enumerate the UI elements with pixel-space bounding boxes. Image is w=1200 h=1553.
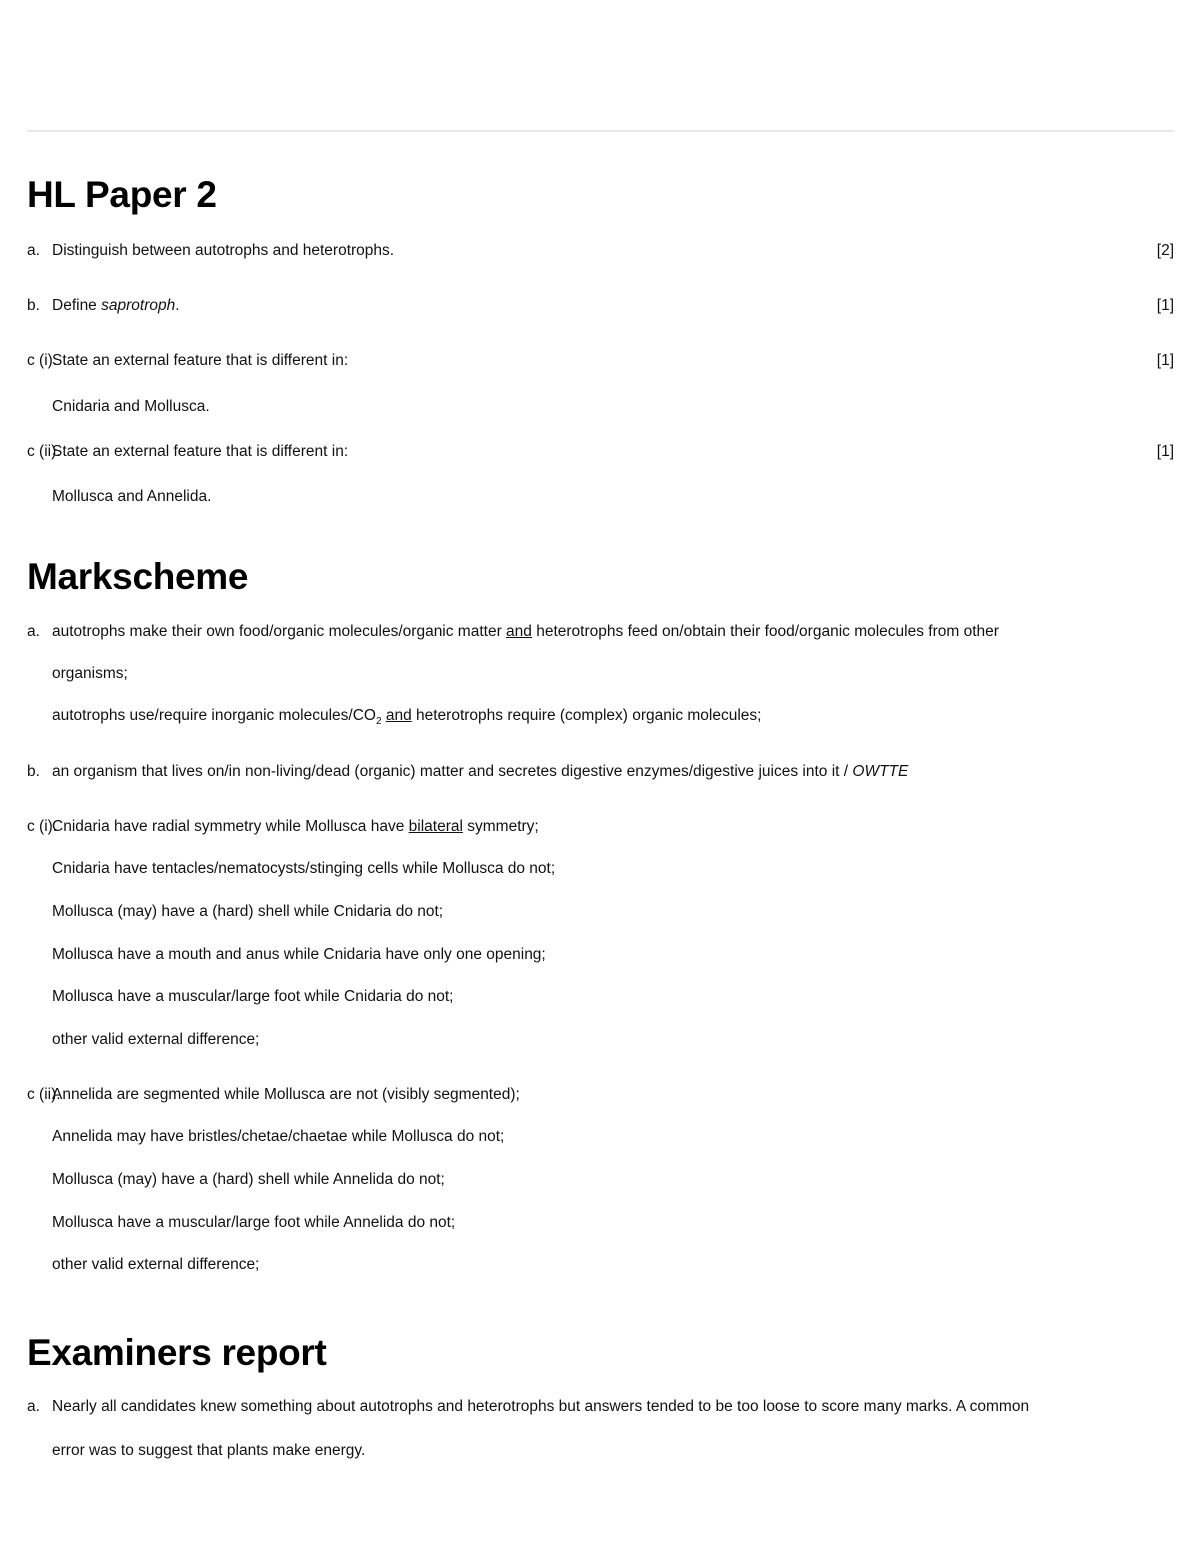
question-marks: [1] (1156, 352, 1174, 369)
question-text-post: . (175, 297, 180, 314)
markscheme-c-ii-line (27, 1126, 1174, 1148)
examiners-report-heading: Examiners report (27, 1332, 327, 1373)
markscheme-c-i-line (27, 944, 1174, 966)
answer-text (52, 761, 908, 783)
question-b (27, 295, 1174, 317)
question-label: c (i). (27, 352, 58, 369)
question-text-pre: Define (52, 297, 102, 314)
question-c-i-sub (27, 396, 1174, 418)
answer-text: Mollusca (may) have a (hard) shell while Annelida do not; (52, 1171, 445, 1188)
answer-emphasis: and (506, 623, 532, 640)
answer-text: other valid external difference; (52, 1256, 260, 1273)
answer-text: Annelida are segmented while Mollusca are not (visibly segmented); (52, 1086, 520, 1103)
question-c-ii (27, 441, 1174, 463)
question-a (27, 240, 1174, 262)
markscheme-a-line (27, 705, 1174, 727)
answer-text-pre: autotrophs make their own food/organic molecules/organic matter (52, 623, 507, 640)
report-label: a. (27, 1398, 40, 1415)
answer-text: Cnidaria have tentacles/nematocysts/stinging cells while Mollusca do not; (52, 860, 556, 877)
answer-text: Mollusca (may) have a (hard) shell while Cnidaria do not; (52, 903, 444, 920)
answer-label: b. (27, 763, 40, 780)
question-c-i (27, 350, 1174, 372)
answer-label: c (i). (27, 818, 58, 835)
answer-text: other valid external difference; (52, 1031, 260, 1048)
answer-label: c (ii). (27, 1086, 61, 1103)
markscheme-b (27, 761, 1174, 783)
examiners-report-a-line (27, 1440, 1174, 1462)
markscheme-c-ii-line (27, 1254, 1174, 1276)
markscheme-a (27, 621, 1174, 643)
question-marks: [2] (1156, 242, 1174, 259)
question-marks: [1] (1156, 443, 1174, 460)
answer-text-post: symmetry; (462, 818, 539, 835)
answer-text: Mollusca have a muscular/large foot while Cnidaria do not; (52, 988, 454, 1005)
answer-label: a. (27, 623, 40, 640)
markscheme-c-ii-line (27, 1169, 1174, 1191)
answer-text: Mollusca have a muscular/large foot while Annelida do not; (52, 1214, 456, 1231)
markscheme-c-ii-line (27, 1212, 1174, 1234)
markscheme-a-line (27, 663, 1174, 685)
examiners-report-a (27, 1396, 1174, 1418)
answer-emphasis: bilateral (408, 818, 463, 835)
markscheme-c-i-line (27, 901, 1174, 923)
markscheme-c-i-line (27, 986, 1174, 1008)
markscheme-c-i-line (27, 1029, 1174, 1051)
question-label: c (ii). (27, 443, 61, 460)
question-marks: [1] (1156, 297, 1174, 314)
answer-text (52, 816, 539, 838)
markscheme-heading: Markscheme (27, 556, 249, 597)
answer-owtte: OWTTE (852, 763, 909, 780)
answer-text-post: heterotrophs feed on/obtain their food/organic molecules from other (531, 623, 999, 640)
markscheme-c-i (27, 816, 1174, 838)
question-c-ii-sub (27, 486, 1174, 508)
question-subtext: Cnidaria and Mollusca. (52, 398, 210, 415)
report-text: error was to suggest that plants make energy. (52, 1442, 366, 1459)
question-text: Distinguish between autotrophs and heterotrophs. (52, 242, 395, 259)
answer-text-pre: Cnidaria have radial symmetry while Mollusca have (52, 818, 409, 835)
question-text: State an external feature that is different in: (52, 443, 349, 460)
question-text: State an external feature that is different in: (52, 352, 349, 369)
question-label: b. (27, 297, 40, 314)
answer-text (52, 705, 761, 727)
answer-text-pre: an organism that lives on/in non-living/dead (organic) matter and secretes digestive enzymes/digestive juices into it / (52, 763, 853, 780)
page-title: HL Paper 2 (27, 174, 217, 215)
subscript: 2 (375, 716, 382, 728)
markscheme-c-i-line (27, 858, 1174, 880)
question-text (52, 295, 180, 317)
answer-text-pre: autotrophs use/require inorganic molecules/CO (52, 707, 376, 724)
answer-emphasis: and (385, 707, 412, 724)
answer-text: Mollusca have a mouth and anus while Cnidaria have only one opening; (52, 946, 546, 963)
header-divider (27, 130, 1174, 132)
question-term: saprotroph (101, 297, 176, 314)
answer-text: Annelida may have bristles/chetae/chaetae while Mollusca do not; (52, 1128, 505, 1145)
answer-text: organisms; (52, 665, 128, 682)
question-subtext: Mollusca and Annelida. (52, 488, 212, 505)
markscheme-c-ii (27, 1084, 1174, 1106)
report-text: Nearly all candidates knew something about autotrophs and heterotrophs but answers tended to be too loose to score many marks. A common (52, 1398, 1030, 1415)
answer-text (52, 621, 999, 643)
answer-text-post: heterotrophs require (complex) organic molecules; (411, 707, 762, 724)
question-label: a. (27, 242, 40, 259)
